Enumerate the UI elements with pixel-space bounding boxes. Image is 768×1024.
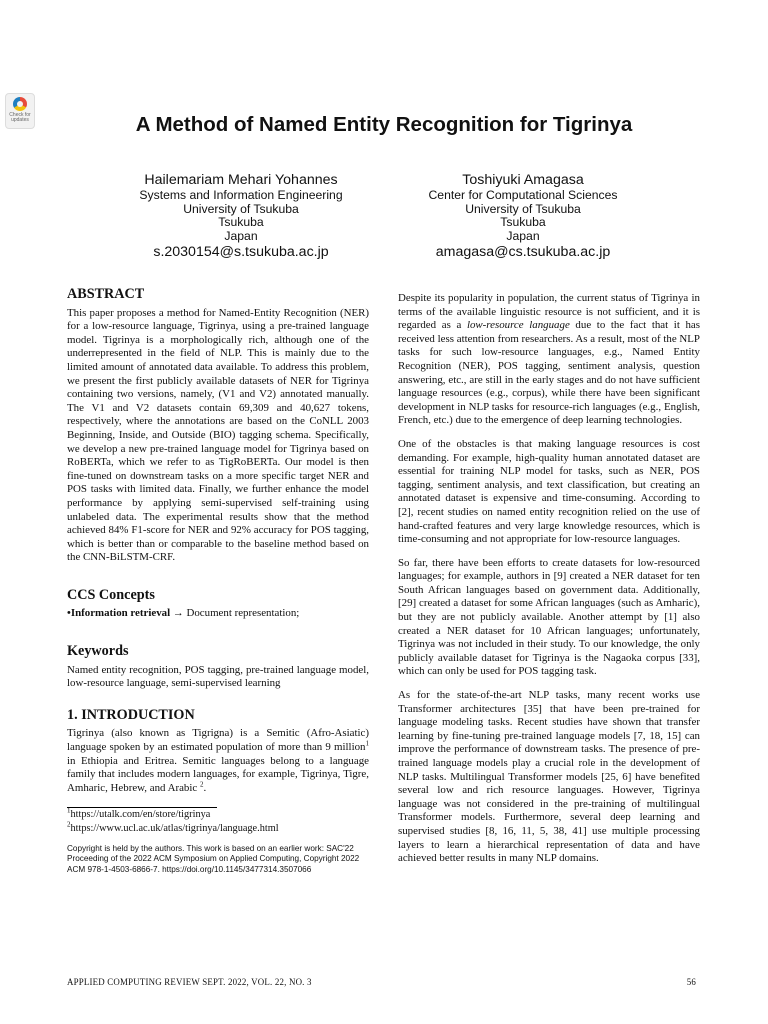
footnote-link[interactable]: https://www.ucl.ac.uk/atlas/tigrinya/language.html (70, 822, 279, 834)
footnote-ref-2[interactable]: 2 (199, 780, 204, 789)
check-for-updates-icon (13, 97, 27, 111)
author-affiliation: Systems and Information Engineering (139, 188, 343, 202)
badge-text: Check for updates (9, 112, 31, 123)
footnote-link[interactable]: https://utalk.com/en/store/tigrinya (70, 809, 211, 821)
keywords-heading: Keywords (67, 643, 129, 660)
author-block-2 (383, 172, 663, 261)
body-paragraph: One of the obstacles is that making language resources is cost demanding. For example, high-quality human annotated dataset are essential for training NLP model for tasks, such as NER, POS tagging, sentiment analysis, and text classification, but creating an annotated dataset is expensive and time-consuming. According to [2], recent studies on named entity recognition relied on the use of hand-crafted features and very large knowledge resources, which is time-consuming and not appropriate for low-resource languages. (398, 437, 700, 546)
footnote-2: $^2$https://www.ucl.ac.uk/atlas/tigrinya/language.html (67, 820, 279, 834)
page-number: 56 (686, 977, 696, 987)
journal-footer: APPLIED COMPUTING REVIEW SEPT. 2022, VOL. 22, NO. 3 (67, 977, 312, 987)
author-affiliation: Center for Computational Sciences (428, 188, 618, 202)
author-country: Japan (506, 228, 540, 243)
author-university: University of Tsukuba (465, 201, 581, 216)
author-city: Tsukuba (500, 215, 546, 230)
body-paragraph: So far, there have been efforts to create datasets for low-resourced languages; for example, authors in [9] created a NER dataset for ten South African languages based on government data. Additionally, [29] created a dataset for some African languages (such as Amharic), but they are not publicly available. Another attempt by [1] also created a NER dataset for 10 African languages; unfortunately, Tigrinya was not included in their study. To our knowledge, the only publicly available dataset for Tigrinya is the Nagaoka corpus [33], which can only be used for POS tagging task. (398, 556, 700, 678)
footnote-1: $^1$https://utalk.com/en/store/tigrinya (67, 806, 211, 821)
ccs-term: Information retrieval (70, 607, 171, 620)
introduction-paragraph: Tigrinya (also known as Tigrigna) is a Semitic (Afro-Asiatic) language spoken by an estimated population of more than 9 million$^1$ in Ethiopia and Eritrea. Semitic languages belong to a language family that includes modern languages, for example, Tigrinya, Tigre, Amharic, Hebrew, and Arabic $^2$. (67, 727, 369, 794)
author-block-1 (101, 172, 381, 261)
abstract-text: This paper proposes a method for Named-Entity Recognition (NER) for a low-resource language, Tigrinya, using a pre-trained language model. Tigrinya is a morphologically rich, although one of the underrepresented in the field of NLP. This is mainly due to the limited amount of annotated data available. To address this problem, we present the first publicly available datasets of NER for Tigrinya containing two versions, namely, (V1 and V2) annotated manually. The V1 and V2 datasets contain 69,309 and 40,627 tokens, respectively, where the annotations are based on the CoNLL 2003 Beginning, Inside, and Outside (BIO) tagging schema. Specifically, we develop a new pre-trained language model for Tigrinya based on RoBERTa, which we refer to as TigRoBERTa. Our model is then fine-tuned on downstream tasks on a more specific target NER and POS tasks with limited data. Finally, we further enhance the model performance by applying semi-supervised self-training using unlabeled data. The experimental results show that the method achieved 84% F1-score for NER and 92% accuracy for POS tagging, which is better than or comparable to the baseline method based on the CNN-BiLSTM-CRF. (67, 306, 369, 564)
author-country: Japan (224, 228, 258, 243)
author-city: Tsukuba (218, 215, 264, 230)
author-university: University of Tsukuba (183, 201, 299, 216)
author-email: amagasa@cs.tsukuba.ac.jp (435, 244, 611, 261)
left-column (67, 288, 369, 875)
right-column (398, 292, 700, 876)
author-name: Toshiyuki Amagasa (462, 172, 584, 188)
paper-title: A Method of Named Entity Recognition for Tigrinya (135, 113, 633, 136)
author-email: s.2030154@s.tsukuba.ac.jp (153, 244, 329, 261)
abstract-heading: ABSTRACT (67, 286, 145, 302)
body-paragraph: As for the state-of-the-art NLP tasks, many recent works use Transformer architectures [35] that have been pre-trained for language modeling tasks. Recent studies have shown that transfer learning by fine-tuning pre-trained language models [7, 18, 15] can improve the performance of downstream tasks. The presence of pre-trained language models play a crucial role in the development of NLP tasks. Multilingual Transformer models [25, 6] have benefited several low and rich resource languages. However, Tigrinya language was not considered in the pre-training of multilingual Transformer models. Furthermore, several deep learning and supervised studies [8, 16, 11, 5, 38, 41] use multiple processing layers to learn a hierarchical representation of data and have achieved better results in many NLP domains. (398, 689, 700, 865)
ccs-concept-line (67, 607, 369, 621)
ccs-heading: CCS Concepts (67, 586, 155, 603)
ccs-rest: Document representation; (186, 607, 300, 620)
footnote-ref-1[interactable]: 1 (365, 739, 369, 748)
keywords-text: Named entity recognition, POS tagging, pre-trained language model, low-resource language, semi-supervised learning (67, 663, 369, 690)
body-paragraph: Despite its popularity in population, the current status of Tigrinya in terms of the available linguistic resource is not sufficient, and it is regarded as a low-resource language due to the fact that it has received less attention from researchers. As a result, most of the NLP tasks for such low-resource languages, e.g., Named Entity Recognition (NER), POS tagging, sentiment analysis, question answering, etc., are still in the early stages and do not have sufficient language resources (e.g., corpus), while there have been significant development in NLP tasks for resource-rich languages (e.g., English, French, etc.) due to the emergence of deep learning technologies. (398, 292, 701, 427)
ccs-bullet: • (67, 607, 71, 620)
copyright-notice: Copyright is held by the authors. This work is based on an earlier work: SAC'22 Proceeding of the 2022 ACM Symposium on Applied Computing, Copyright 2022 ACM 978-1-4503-6866-7. https://doi.org/10.1145/3477314.3507066 (67, 844, 360, 874)
introduction-heading: 1. INTRODUCTION (67, 706, 195, 723)
arrow-icon: → (172, 607, 184, 620)
author-name: Hailemariam Mehari Yohannes (144, 172, 338, 188)
